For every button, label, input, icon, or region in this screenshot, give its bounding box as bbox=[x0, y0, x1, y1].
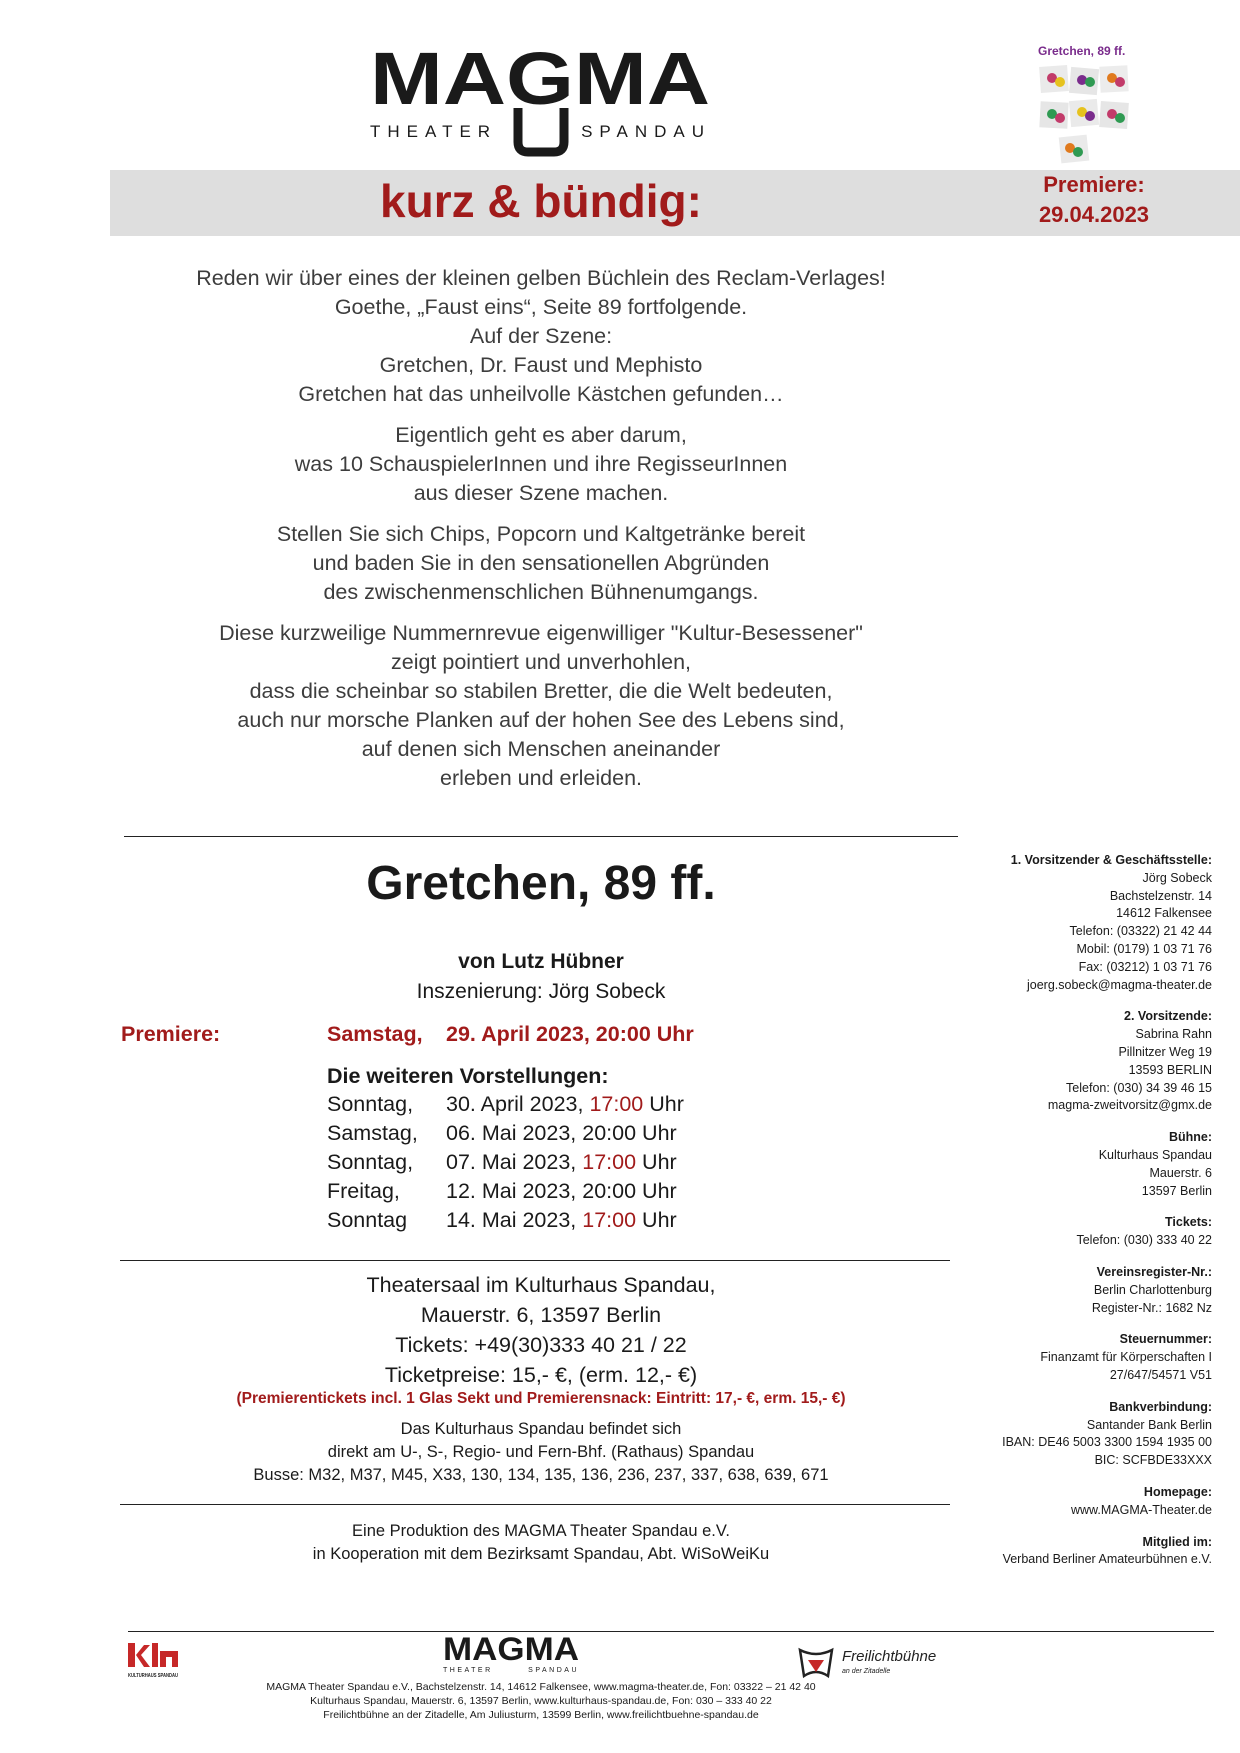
kulturhaus-logo-text: KULTURHAUS SPANDAU bbox=[128, 1673, 179, 1679]
venue-line: Tickets: +49(30)333 40 21 / 22 bbox=[395, 1333, 687, 1357]
venue-line: Mauerstr. 6, 13597 Berlin bbox=[420, 1303, 662, 1327]
footer-line: MAGMA Theater Spandau e.V., Bachstelzenstr. 14, 14612 Falkensee, www.magma-theater.de, Fon: 03322 – 21 42 40 bbox=[266, 1681, 816, 1693]
footer-magma-logo bbox=[441, 1632, 581, 1678]
sidebar-homepage-link[interactable]: www.MAGMA-Theater.de bbox=[1070, 1502, 1212, 1517]
sidebar-block bbox=[930, 1264, 1212, 1317]
logo-left: THEATER bbox=[370, 122, 498, 141]
intro-paragraph bbox=[150, 619, 932, 793]
directions bbox=[110, 1418, 972, 1487]
premiere-date: 29. April 2023, 20:00 Uhr bbox=[446, 1022, 694, 1046]
intro-line: aus dieser Szene machen. bbox=[413, 481, 669, 505]
performance-date: 06. Mai 2023, 20:00 Uhr bbox=[446, 1121, 677, 1145]
sidebar-line: Mauerstr. 6 bbox=[1149, 1165, 1212, 1180]
intro-paragraph bbox=[150, 421, 932, 508]
premiere-badge-label: Premiere: bbox=[1043, 172, 1145, 197]
sidebar-email-link[interactable]: magma-zweitvorsitz@gmx.de bbox=[1047, 1098, 1212, 1113]
performance-day: Samstag, bbox=[327, 1121, 418, 1145]
intro-line: des zwischenmenschlichen Bühnenumgangs. bbox=[323, 580, 759, 604]
sidebar-block bbox=[930, 1129, 1212, 1200]
performance-date: 30. April 2023, 17:00 Uhr bbox=[446, 1092, 684, 1116]
footer-text bbox=[110, 1680, 972, 1722]
sidebar-block bbox=[930, 1399, 1212, 1470]
sidebar-line: Sabrina Rahn bbox=[1135, 1027, 1212, 1042]
thumbnail-title: Gretchen, 89 ff. bbox=[1038, 44, 1126, 58]
sidebar-line: Bachstelzenstr. 14 bbox=[1109, 888, 1212, 903]
divider bbox=[120, 1504, 950, 1505]
production-line: in Kooperation mit dem Bezirksamt Spandau, Abt. WiSoWeiKu bbox=[312, 1545, 770, 1563]
directions-line: Busse: M32, M37, M45, X33, 130, 134, 135, 136, 236, 237, 337, 638, 639, 671 bbox=[253, 1466, 829, 1484]
venue-line: Ticketpreise: 15,- €, (erm. 12,- €) bbox=[384, 1363, 698, 1387]
show-title: Gretchen, 89 ff. bbox=[366, 857, 716, 910]
footer-logo-left: THEATER bbox=[443, 1667, 493, 1674]
performance-day: Sonntag, bbox=[327, 1150, 414, 1174]
sidebar-line: Berlin Charlottenburg bbox=[1093, 1282, 1212, 1297]
sidebar-line: Telefon: (03322) 21 42 44 bbox=[1069, 924, 1212, 939]
premiere-day: Samstag, bbox=[327, 1022, 423, 1046]
sidebar-block bbox=[930, 852, 1212, 994]
sidebar-line: 27/647/54571 V51 bbox=[1109, 1367, 1212, 1382]
performance-day: Freitag, bbox=[327, 1179, 400, 1203]
footer-line: Kulturhaus Spandau, Mauerstr. 6, 13597 Berlin, www.kulturhaus-spandau.de, Fon: 030 – 333 40 22 bbox=[310, 1695, 772, 1707]
logo-word: MAGMA bbox=[370, 37, 710, 120]
freilicht-title: Freilichtbühne bbox=[842, 1648, 937, 1665]
intro-line: was 10 SchauspielerInnen und ihre RegisseurInnen bbox=[294, 452, 788, 476]
sidebar-block bbox=[930, 1484, 1212, 1520]
sidebar-line: BIC: SCFBDE33XXX bbox=[1094, 1453, 1212, 1468]
intro-line: Stellen Sie sich Chips, Popcorn und Kaltgetränke bereit bbox=[276, 522, 806, 546]
premiere-ticket-note: (Premierentickets incl. 1 Glas Sekt und Premierensnack: Eintritt: 17,- €, erm. 15,- €) bbox=[236, 1390, 846, 1407]
sidebar-line: 13593 BERLIN bbox=[1128, 1062, 1212, 1077]
sidebar-heading: Tickets: bbox=[1164, 1215, 1212, 1230]
intro-line: Goethe, „Faust eins“, Seite 89 fortfolgende. bbox=[334, 295, 748, 319]
directions-line: Das Kulturhaus Spandau befindet sich bbox=[400, 1420, 682, 1438]
sidebar-line: Finanzamt für Körperschaften I bbox=[1040, 1350, 1212, 1365]
performance-day: Sonntag bbox=[327, 1208, 408, 1232]
intro-line: Eigentlich geht es aber darum, bbox=[395, 423, 687, 447]
premiere-label: Premiere: bbox=[121, 1022, 221, 1046]
freilicht-subtitle: an der Zitadelle bbox=[842, 1668, 891, 1675]
sidebar-block bbox=[930, 1008, 1212, 1115]
sidebar-heading: Bühne: bbox=[1168, 1130, 1212, 1145]
sidebar-email-link[interactable]: joerg.sobeck@magma-theater.de bbox=[1026, 977, 1212, 992]
intro-line: Gretchen, Dr. Faust und Mephisto bbox=[379, 353, 703, 377]
further-heading: Die weiteren Vorstellungen: bbox=[327, 1064, 609, 1088]
sidebar-heading: Homepage: bbox=[1143, 1484, 1212, 1499]
intro-line: zeigt pointiert und unverhohlen, bbox=[390, 650, 691, 674]
sidebar-line: Telefon: (030) 333 40 22 bbox=[1076, 1233, 1212, 1248]
sidebar-heading: 1. Vorsitzender & Geschäftsstelle: bbox=[1010, 853, 1212, 867]
intro-text bbox=[150, 264, 932, 805]
sidebar-line: Telefon: (030) 34 39 46 15 bbox=[1066, 1080, 1212, 1095]
divider bbox=[120, 1260, 950, 1261]
footer-line: Freilichtbühne an der Zitadelle, Am Juliusturm, 13599 Berlin, www.freilichtbuehne-spandau.de bbox=[323, 1709, 759, 1721]
sidebar-heading: Mitglied im: bbox=[1142, 1534, 1212, 1549]
premiere-badge-date: 29.04.2023 bbox=[1038, 202, 1150, 227]
footer-logo-word: MAGMA bbox=[443, 1631, 579, 1667]
intro-line: auch nur morsche Planken auf der hohen See des Lebens sind, bbox=[237, 708, 845, 732]
performance-date: 07. Mai 2023, 17:00 Uhr bbox=[446, 1150, 677, 1174]
footer-logo-right: SPANDAU bbox=[528, 1667, 579, 1674]
sidebar-line: IBAN: DE46 5003 3300 1594 1935 00 bbox=[1002, 1435, 1212, 1450]
sidebar-line: Fax: (03212) 1 03 71 76 bbox=[1078, 959, 1212, 974]
production-credit bbox=[110, 1520, 972, 1566]
sidebar-block bbox=[930, 1534, 1212, 1570]
intro-line: Diese kurzweilige Nummernrevue eigenwilliger "Kultur-Besessener" bbox=[219, 621, 863, 645]
intro-line: Reden wir über eines der kleinen gelben Büchlein des Reclam-Verlages! bbox=[196, 266, 886, 290]
production-line: Eine Produktion des MAGMA Theater Spandau e.V. bbox=[352, 1522, 730, 1540]
footer-divider bbox=[128, 1631, 1214, 1632]
logo-right: SPANDAU bbox=[581, 122, 711, 141]
sidebar-line: Jörg Sobeck bbox=[1142, 870, 1212, 885]
show-author: von Lutz Hübner bbox=[458, 950, 624, 973]
intro-paragraph bbox=[150, 520, 932, 607]
intro-paragraph bbox=[150, 264, 932, 409]
intro-line: erleben und erleiden. bbox=[439, 766, 642, 790]
performance-date: 12. Mai 2023, 20:00 Uhr bbox=[446, 1179, 677, 1203]
sidebar-line: Register-Nr.: 1682 Nz bbox=[1091, 1300, 1212, 1315]
divider bbox=[124, 836, 958, 837]
magma-logo bbox=[368, 37, 713, 154]
intro-line: auf denen sich Menschen aneinander bbox=[361, 737, 721, 761]
sidebar-heading: 2. Vorsitzende: bbox=[1124, 1009, 1212, 1024]
sidebar-line: Santander Bank Berlin bbox=[1086, 1417, 1212, 1432]
sidebar-line: Kulturhaus Spandau bbox=[1098, 1147, 1212, 1162]
venue-info bbox=[110, 1270, 972, 1390]
sidebar-heading: Bankverbindung: bbox=[1109, 1399, 1212, 1414]
sidebar-line: Pillnitzer Weg 19 bbox=[1118, 1044, 1212, 1059]
sidebar-block bbox=[930, 1331, 1212, 1384]
sidebar-heading: Vereinsregister-Nr.: bbox=[1096, 1264, 1212, 1279]
performance-day: Sonntag, bbox=[327, 1092, 414, 1116]
venue-line: Theatersaal im Kulturhaus Spandau, bbox=[366, 1273, 716, 1297]
sidebar-block bbox=[930, 1214, 1212, 1250]
sidebar-heading: Steuernummer: bbox=[1119, 1332, 1212, 1347]
intro-line: dass die scheinbar so stabilen Bretter, die die Welt bedeuten, bbox=[249, 679, 833, 703]
sidebar-line: 13597 Berlin bbox=[1141, 1183, 1212, 1198]
performance-date: 14. Mai 2023, 17:00 Uhr bbox=[446, 1208, 677, 1232]
intro-line: Auf der Szene: bbox=[469, 324, 613, 348]
show-thumbnail bbox=[1038, 44, 1138, 166]
page-heading: kurz & bündig: bbox=[380, 175, 702, 227]
premiere-badge bbox=[1020, 170, 1168, 230]
contact-sidebar bbox=[930, 852, 1212, 1583]
sidebar-line: 14612 Falkensee bbox=[1116, 906, 1212, 921]
sidebar-line: Verband Berliner Amateurbühnen e.V. bbox=[1002, 1552, 1212, 1567]
show-director: Inszenierung: Jörg Sobeck bbox=[416, 980, 666, 1003]
intro-line: Gretchen hat das unheilvolle Kästchen gefunden… bbox=[298, 382, 784, 406]
directions-line: direkt am U-, S-, Regio- und Fern-Bhf. (Rathaus) Spandau bbox=[327, 1443, 755, 1461]
thumbnail-image bbox=[1038, 64, 1130, 168]
intro-line: und baden Sie in den sensationellen Abgründen bbox=[312, 551, 770, 575]
kulturhaus-logo bbox=[128, 1641, 180, 1681]
sidebar-line: Mobil: (0179) 1 03 71 76 bbox=[1076, 941, 1212, 956]
